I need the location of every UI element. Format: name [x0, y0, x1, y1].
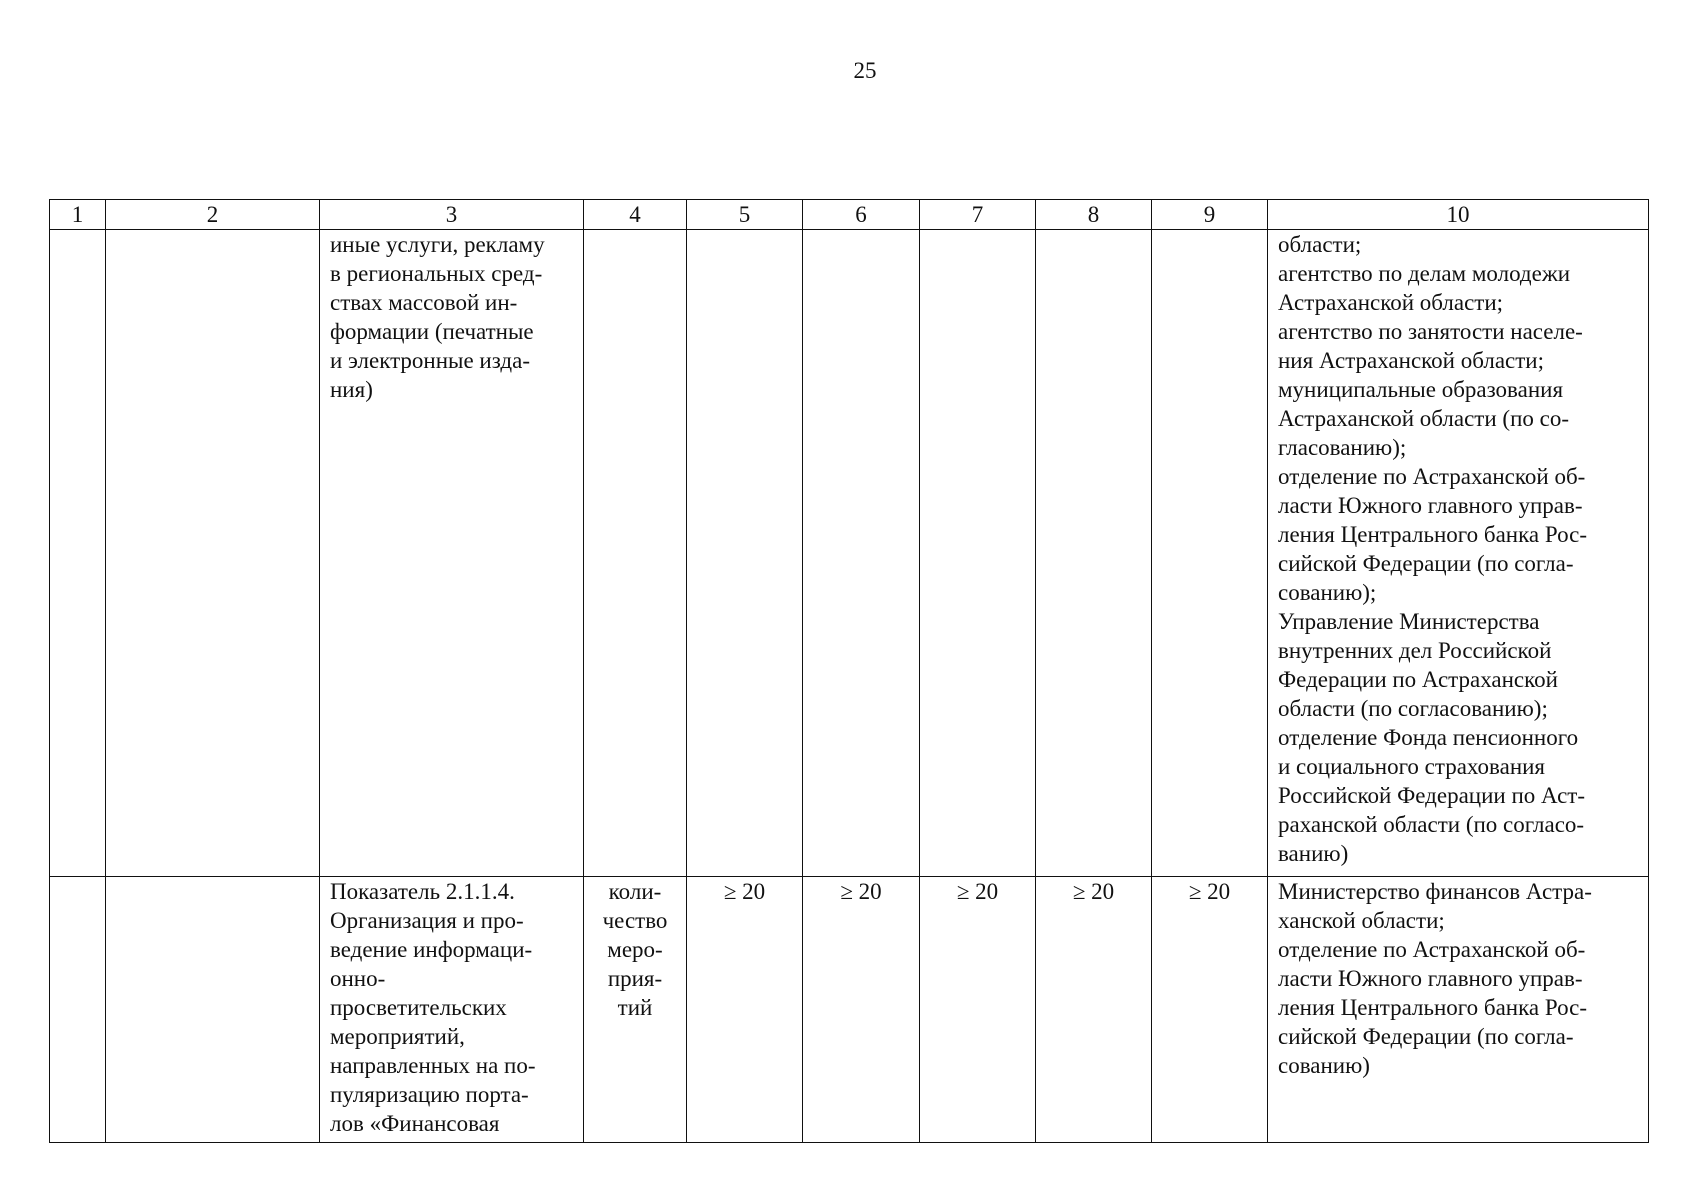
page-number: 25: [853, 58, 877, 83]
header-col-4: 4: [584, 200, 687, 230]
row2-col5-cell: [687, 877, 803, 1143]
row2-indicator-cell: [320, 877, 584, 1143]
row1-col2-cell: [106, 230, 320, 877]
row2-unit-text: коли- чество меро- прия- тий: [602, 879, 668, 1020]
row2-col7-cell: [920, 877, 1036, 1143]
table-row: [50, 230, 1649, 877]
header-col-7: 7: [920, 200, 1036, 230]
header-col-2: 2: [106, 200, 320, 230]
row1-col8-cell: [1036, 230, 1152, 877]
row1-unit-cell: [584, 230, 687, 877]
row2-col8-value: ≥ 20: [1072, 879, 1115, 904]
header-col-8: 8: [1036, 200, 1152, 230]
row1-executors-text: области; агентство по делам молодежи Астраханской области; агентство по занятости населе- ния Астраханской области; муниципальные образования Астраханской области (по со- гласованию); отделение по Астраханской об- ласти Южного главного управ- ления Центрального банка Рос- сийской Федерации (по согла- сованию); Управление Министерства внутренних дел Российской Федерации по Астраханской области (по согласованию); отделение Фонда пенсионного и социального страхования Российской Федерации по Аст- раханской области (по согласо- ванию): [1278, 232, 1588, 866]
row1-description-text: иные услуги, рекламу в региональных сред- ствах массовой ин- формации (печатные и электронные изда- ния): [330, 232, 545, 402]
row2-unit-cell: [584, 877, 687, 1143]
row2-executors-text: Министерство финансов Астра- ханской области; отделение по Астраханской об- ласти Южного главного управ- ления Центрального банка Рос- сийской Федерации (по согла- сованию): [1278, 879, 1592, 1078]
row2-col2-cell: [106, 877, 320, 1143]
header-col-10: 10: [1268, 200, 1649, 230]
row1-col7-cell: [920, 230, 1036, 877]
header-col-3: 3: [320, 200, 584, 230]
row2-col1-cell: [50, 877, 106, 1143]
header-col-5: 5: [687, 200, 803, 230]
row1-col1-cell: [50, 230, 106, 877]
header-col-1: 1: [50, 200, 106, 230]
row2-col8-cell: [1036, 877, 1152, 1143]
row2-col5-value: ≥ 20: [723, 879, 766, 904]
table-row: [50, 877, 1649, 1143]
row2-col9-value: ≥ 20: [1188, 879, 1231, 904]
row1-executors-cell: [1268, 230, 1649, 877]
row2-indicator-text: Показатель 2.1.1.4. Организация и про- ведение информаци- онно- просветительских мероприятий, направленных на по- пуляризацию порта- лов «Финансовая: [330, 879, 536, 1136]
document-table: [49, 199, 1649, 1143]
row2-col6-value: ≥ 20: [840, 879, 882, 904]
row1-description-cell: [320, 230, 584, 877]
row2-col6-cell: [803, 877, 920, 1143]
row1-col5-cell: [687, 230, 803, 877]
row2-col9-cell: [1152, 877, 1268, 1143]
row2-col7-value: ≥ 20: [956, 879, 999, 904]
row1-col6-cell: [803, 230, 920, 877]
header-row: [50, 200, 1649, 230]
row2-executors-cell: [1268, 877, 1649, 1143]
row1-col9-cell: [1152, 230, 1268, 877]
header-col-9: 9: [1152, 200, 1268, 230]
header-col-6: 6: [803, 200, 920, 230]
